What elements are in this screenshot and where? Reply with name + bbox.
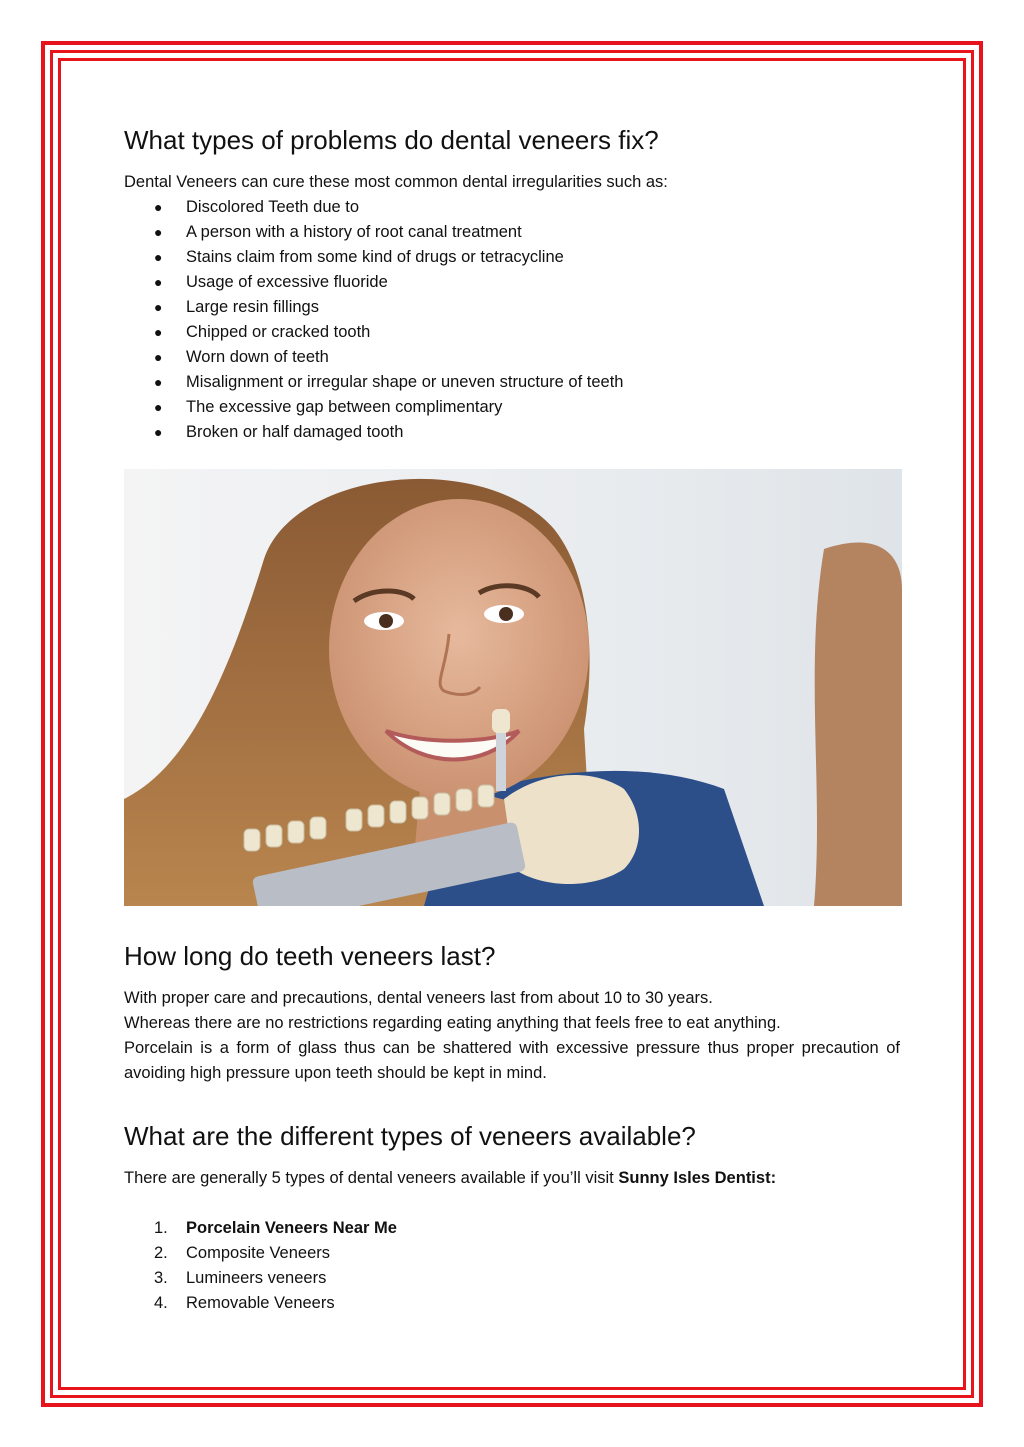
bullet-icon: ●: [154, 399, 163, 415]
list-item: ● Large resin fillings: [124, 295, 900, 320]
bullet-icon: ●: [154, 374, 163, 390]
list-item: 3. Lumineers veneers: [154, 1269, 327, 1287]
how-long-line-1: With proper care and precautions, dental veneers last from about 10 to 30 years.: [124, 989, 713, 1007]
bullet-icon: ●: [154, 274, 163, 290]
list-item: ● Discolored Teeth due to: [124, 195, 900, 220]
heading-problems: What types of problems do dental veneers fix?: [124, 125, 659, 155]
list-item: ● Usage of excessive fluoride: [124, 270, 900, 295]
problems-intro: Dental Veneers can cure these most common dental irregularities such as:: [124, 173, 668, 191]
list-item: 1. Porcelain Veneers Near Me: [154, 1219, 397, 1237]
bullet-icon: ●: [154, 224, 163, 240]
list-item: ● Misalignment or irregular shape or uneven structure of teeth: [124, 370, 900, 395]
heading-types: What are the different types of veneers available?: [124, 1121, 696, 1151]
bullet-icon: ●: [154, 424, 163, 440]
porcelain-veneers-link[interactable]: Porcelain Veneers Near Me: [186, 1219, 397, 1237]
how-long-line-3: Porcelain is a form of glass thus can be shattered with excessive pressure thus proper precaution of avoiding high pressure upon teeth should be kept in mind.: [124, 1039, 900, 1082]
list-item: 4. Removable Veneers: [154, 1294, 335, 1312]
veneer-shade-photo: [124, 469, 902, 906]
bullet-icon: ●: [154, 249, 163, 265]
list-item: ● Broken or half damaged tooth: [124, 420, 900, 445]
document-content: [124, 124, 900, 1316]
sunny-isles-dentist-link[interactable]: Sunny Isles Dentist:: [618, 1169, 777, 1187]
bullet-icon: ●: [154, 324, 163, 340]
list-item: 2. Composite Veneers: [154, 1244, 330, 1262]
list-item: ● Chipped or cracked tooth: [124, 320, 900, 345]
heading-how-long: How long do teeth veneers last?: [124, 941, 496, 971]
bullet-icon: ●: [154, 199, 163, 215]
how-long-line-2: Whereas there are no restrictions regarding eating anything that feels free to eat anything.: [124, 1014, 781, 1032]
list-item: ● A person with a history of root canal treatment: [124, 220, 900, 245]
list-item: ● Worn down of teeth: [124, 345, 900, 370]
bullet-icon: ●: [154, 299, 163, 315]
types-intro: There are generally 5 types of dental veneers available if you’ll visit Sunny Isles Dentist:: [124, 1169, 777, 1187]
list-item: ● Stains claim from some kind of drugs or tetracycline: [124, 245, 900, 270]
list-item: ● The excessive gap between complimentary: [124, 395, 900, 420]
bullet-icon: ●: [154, 349, 163, 365]
problems-list: [124, 195, 900, 445]
types-list: [124, 1216, 900, 1316]
